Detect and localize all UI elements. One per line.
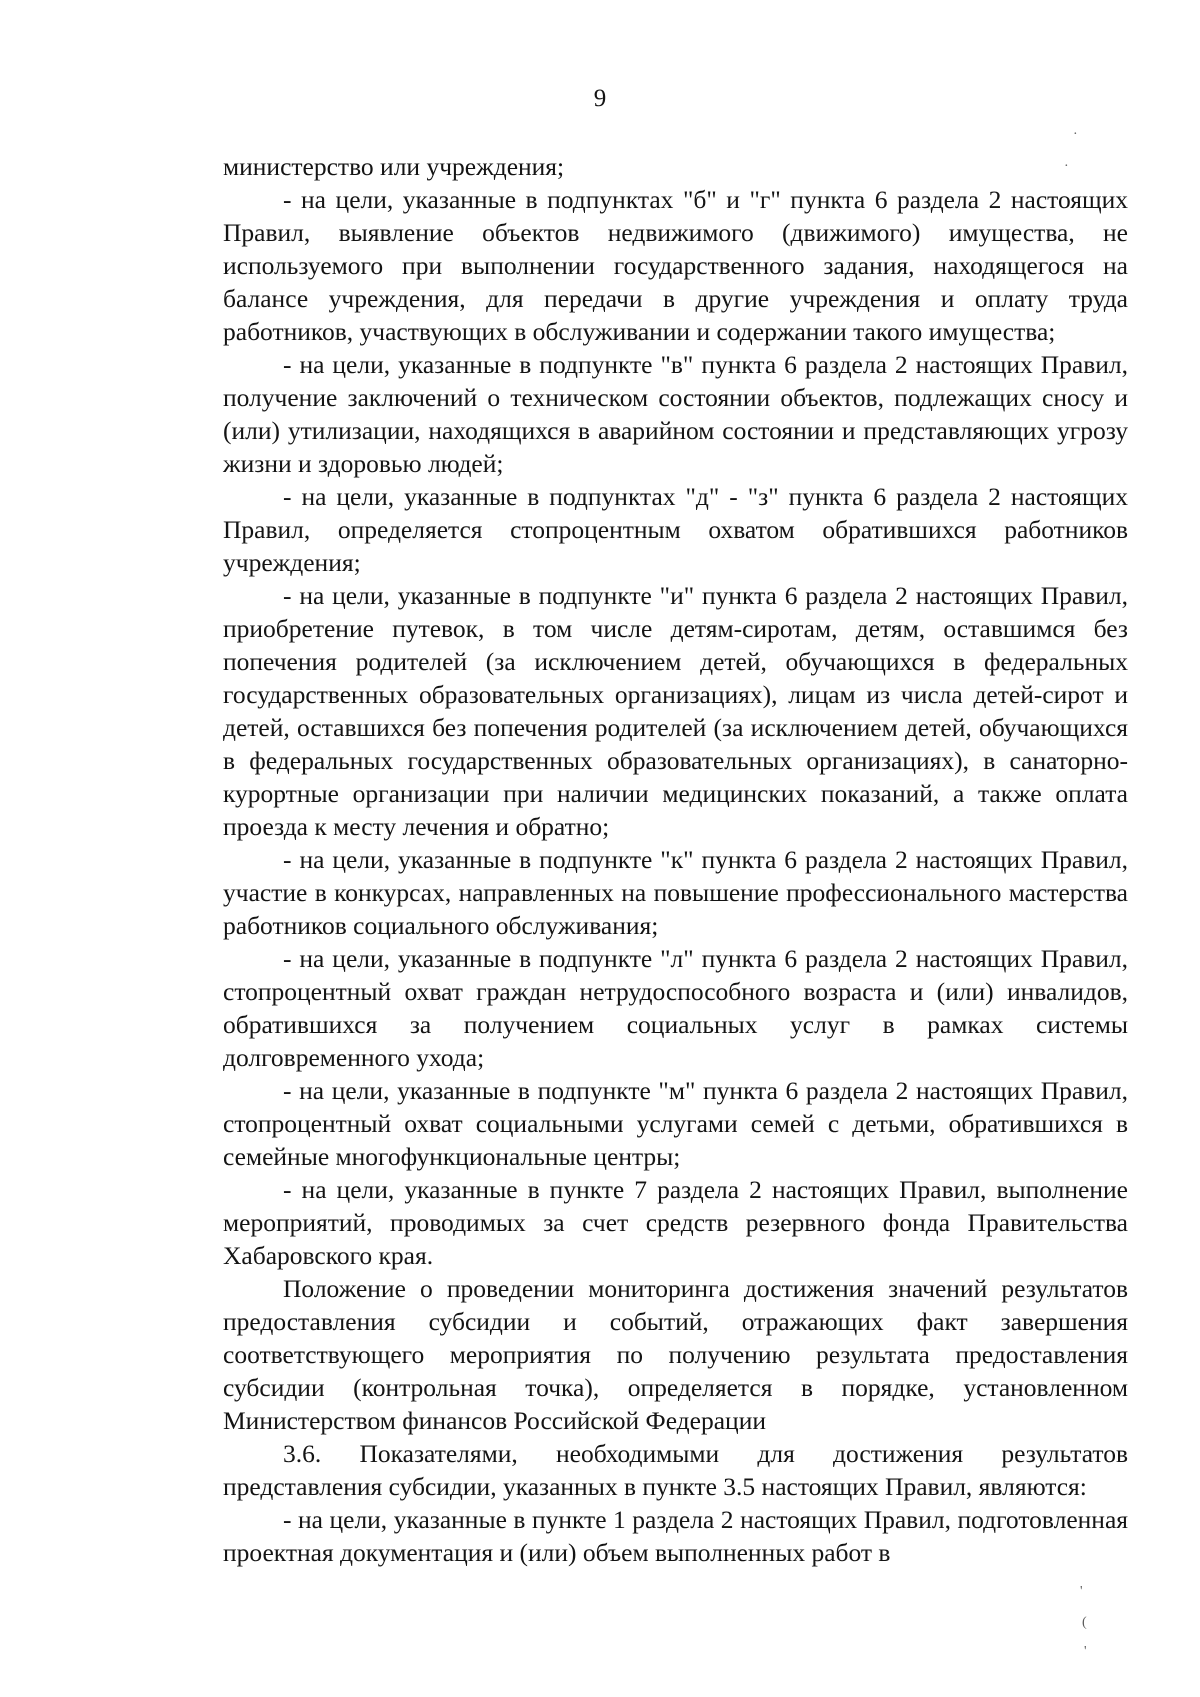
scan-speck: ' [1084, 1644, 1087, 1659]
document-body [223, 150, 1128, 1569]
scan-speck: ' [1080, 1584, 1083, 1599]
paragraph-item-b-g: - на цели, указанные в подпунктах "б" и "г" пункта 6 раздела 2 настоящих Правил, выявление объектов недвижимого (движимого) имущества, не используемого при выполнении государственного задания, находящегося на балансе учреждения, для передачи в другие учреждения и оплату труда работников, участвующих в обслуживании и содержании такого имущества; [223, 185, 1128, 346]
paragraph-item-l: - на цели, указанные в подпункте "л" пункта 6 раздела 2 настоящих Правил, стопроцентный охват граждан нетрудоспособного возраста и (или) инвалидов, обратившихся за получением социальных услуг в рамках системы долговременного ухода; [223, 944, 1128, 1072]
paragraph-item-7: - на цели, указанные в пункте 7 раздела 2 настоящих Правил, выполнение мероприятий, проводимых за счет средств резервного фонда Правительства Хабаровского края. [223, 1175, 1128, 1270]
paragraph-monitoring: Положение о проведении мониторинга достижения значений результатов предоставления субсидии и событий, отражающих факт завершения соответствующего мероприятия по получению результата предоставления субсидии (контрольная точка), определяется в порядке, установленном Министерством финансов Российской Федерации [223, 1274, 1128, 1435]
paragraph-item-m: - на цели, указанные в подпункте "м" пункта 6 раздела 2 настоящих Правил, стопроцентный охват социальными услугами семей с детьми, обратившихся в семейные многофункциональные центры; [223, 1076, 1128, 1171]
scan-speck: · [1064, 159, 1069, 174]
paragraph-item-d-z: - на цели, указанные в подпунктах "д" - "з" пункта 6 раздела 2 настоящих Правил, определяется стопроцентным охватом обратившихся работников учреждения; [223, 482, 1128, 577]
paragraph-item-1: - на цели, указанные в пункте 1 раздела 2 настоящих Правил, подготовленная проектная документация и (или) объем выполненных работ в [223, 1505, 1128, 1567]
paragraph-section-3-6: 3.6. Показателями, необходимыми для достижения результатов представления субсидии, указанных в пункте 3.5 настоящих Правил, являются: [223, 1439, 1128, 1501]
paragraph-item-i: - на цели, указанные в подпункте "и" пункта 6 раздела 2 настоящих Правил, приобретение путевок, в том числе детям-сиротам, детям, оставшимся без попечения родителей (за исключением детей, обучающихся в федеральных государственных образовательных организациях), лицам из числа детей-сирот и детей, оставшихся без попечения родителей (за исключением детей, обучающихся в федеральных государственных образовательных организациях), в санаторно-курортные организации при наличии медицинских показаний, а также оплата проезда к месту лечения и обратно; [223, 581, 1128, 841]
scan-speck: · [1073, 127, 1078, 142]
paragraph-item-v: - на цели, указанные в подпункте "в" пункта 6 раздела 2 настоящих Правил, получение заключений о техническом состоянии объектов, подлежащих сносу и (или) утилизации, находящихся в аварийном состоянии и представляющих угрозу жизни и здоровью людей; [223, 350, 1128, 478]
scan-speck: ( [1082, 1615, 1087, 1630]
paragraph-continuation: министерство или учреждения; [223, 152, 565, 181]
page-number: 9 [593, 85, 607, 112]
paragraph-item-k: - на цели, указанные в подпункте "к" пункта 6 раздела 2 настоящих Правил, участие в конкурсах, направленных на повышение профессионального мастерства работников социального обслуживания; [223, 845, 1128, 940]
